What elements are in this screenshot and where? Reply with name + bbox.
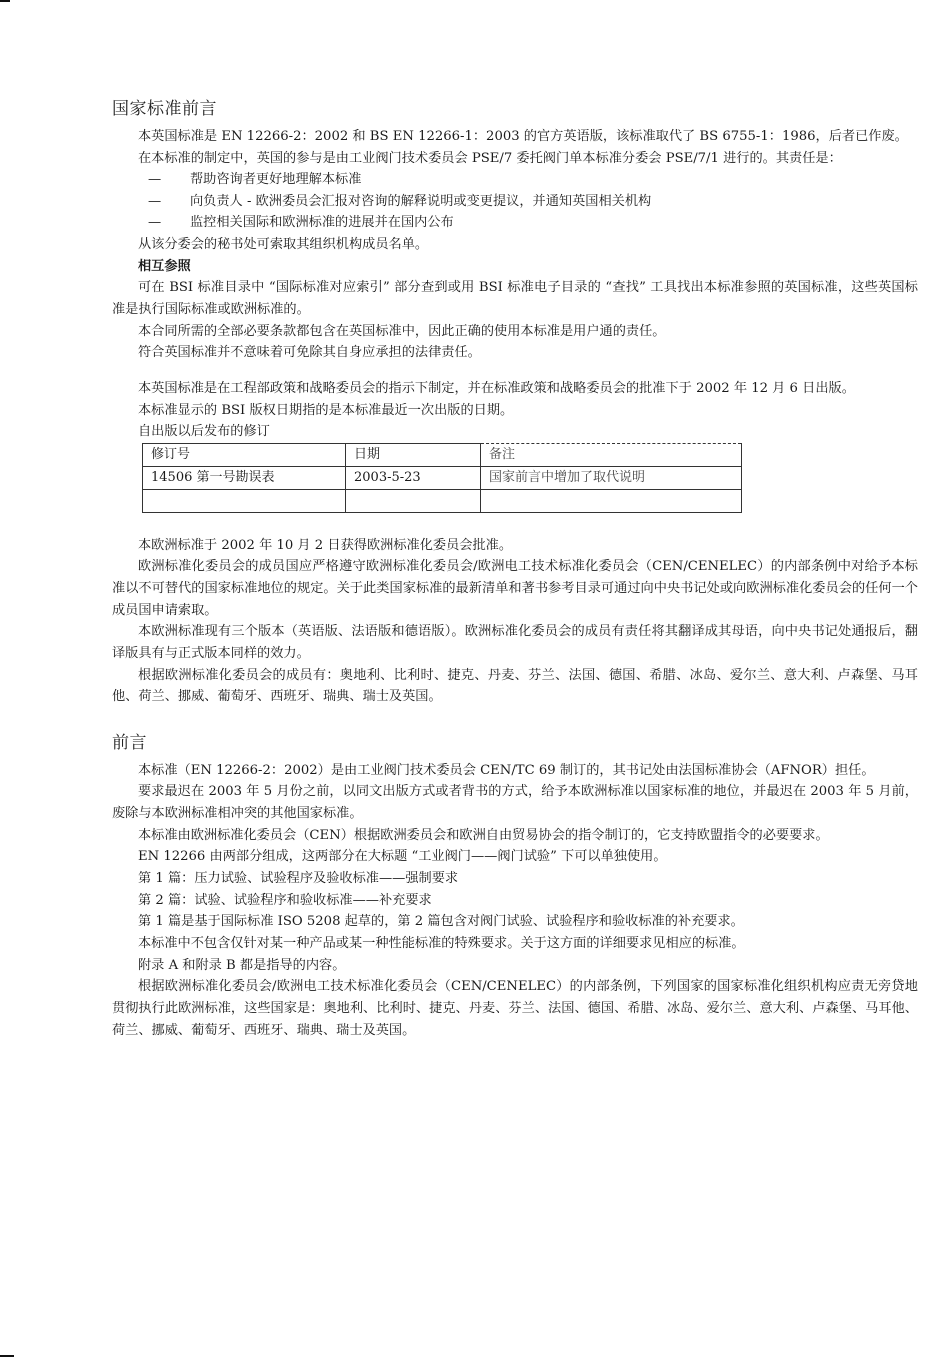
scan-edge-mark	[0, 0, 10, 2]
paragraph: 本标准显示的 BSI 版权日期指的是本标准最近一次出版的日期。	[138, 402, 514, 418]
list-item: — 监控相关国际和欧洲标准的进展并在国内公布	[112, 212, 918, 234]
paragraph: 本英国标准是在工程部政策和战略委员会的指示下制定，并在标准政策和战略委员会的批准下于 2002 年 12 月 6 日出版。	[138, 380, 855, 396]
part-2-title: 第 2 篇：试验、试验程序和验收标准——补充要求	[138, 892, 432, 908]
paragraph: EN 12266 由两部分组成，这两部分在大标题 “工业阀门——阀门试验” 下可以单独使用。	[138, 849, 667, 865]
paragraph: 第 1 篇是基于国际标准 ISO 5208 起草的，第 2 篇包含对阀门试验、试验程序和验收标准的补充要求。	[138, 914, 744, 930]
part-1-title: 第 1 篇：压力试验、试验程序及验收标准——强制要求	[138, 871, 459, 887]
table-cell: 14506 第一号勘误表	[143, 466, 346, 489]
dash-marker: —	[148, 193, 162, 209]
table-cell: 国家前言中增加了取代说明	[481, 466, 742, 489]
paragraph: 本标准中不包含仅针对某一种产品或某一种性能标准的特殊要求。关于这方面的详细要求见相应的标准。	[138, 935, 745, 951]
paragraph: 从该分委会的秘书处可索取其组织机构成员名单。	[138, 237, 429, 253]
paragraph: 在本标准的制定中，英国的参与是由工业阀门技术委员会 PSE/7 委托阀门单本标准分委会 PSE/7/1 进行的。其责任是：	[138, 150, 842, 166]
table-cell	[143, 489, 346, 512]
amendments-table	[142, 443, 742, 513]
paragraph: 附录 A 和附录 B 都是指导的内容。	[138, 957, 346, 973]
paragraph: 符合英国标准并不意味着可免除其自身应承担的法律责任。	[138, 345, 481, 361]
table-row	[143, 466, 742, 489]
paragraph: 本标准由欧洲标准化委员会（CEN）根据欧洲委员会和欧洲自由贸易协会的指令制订的，它支持欧盟指令的必要要求。	[138, 827, 829, 843]
paragraph: 本欧洲标准于 2002 年 10 月 2 日获得欧洲标准化委员会批准。	[138, 537, 513, 553]
dash-marker: —	[148, 172, 162, 188]
cross-reference-heading: 相互参照	[138, 258, 191, 274]
table-header-cell: 备注	[481, 443, 742, 466]
paragraph: 本标准（EN 12266-2：2002）是由工业阀门技术委员会 CEN/TC 69 制订的，其书记处由法国标准协会（AFNOR）担任。	[138, 762, 875, 778]
scan-edge-mark	[0, 1355, 14, 1357]
table-cell	[346, 489, 481, 512]
national-foreword-title: 国家标准前言	[112, 99, 217, 119]
paragraph: 本英国标准是 EN 12266-2：2002 和 BS EN 12266-1：2003 的官方英语版，该标准取代了 BS 6755-1：1986，后者已作废。	[138, 128, 908, 144]
table-row	[143, 489, 742, 512]
amendments-heading: 自出版以后发布的修订	[138, 424, 270, 440]
paragraph: 本欧洲标准现有三个版本（英语版、法语版和德语版）。欧洲标准化委员会的成员有责任将其翻译成其母语，向中央书记处通报后，翻译版具有与正式版本同样的效力。	[112, 624, 918, 662]
table-cell	[481, 489, 742, 512]
list-item: — 帮助咨询者更好地理解本标准	[112, 169, 918, 191]
paragraph: 本合同所需的全部必要条款都包含在英国标准中，因此正确的使用本标准是用户通的责任。	[138, 323, 666, 339]
table-cell: 2003-5-23	[346, 466, 481, 489]
dash-marker: —	[148, 215, 162, 231]
duties-list	[112, 169, 918, 234]
document-page	[112, 96, 918, 1041]
table-header-row	[143, 443, 742, 466]
paragraph: 根据欧洲标准化委员会/欧洲电工技术标准化委员会（CEN/CENELEC）的内部条例，下列国家的国家标准化组织机构应责无旁贷地贯彻执行此欧洲标准，这些国家是：奥地利、比利时、捷克、丹麦、芬兰、法国、德国、希腊、冰岛、爱尔兰、意大利、卢森堡、马耳他、荷兰、挪威、葡萄牙、西班牙、瑞典、瑞士及英国。	[112, 979, 918, 1038]
list-item: — 向负责人 - 欧洲委员会汇报对咨询的解释说明或变更提议，并通知英国相关机构	[112, 191, 918, 213]
paragraph: 欧洲标准化委员会的成员国应严格遵守欧洲标准化委员会/欧洲电工技术标准化委员会（CEN/CENELEC）的内部条例中对给予本标准以不可替代的国家标准地位的规定。关于此类国家标准的最新清单和著书参考目录可通过向中央书记处或向欧洲标准化委员会的任何一个成员国申请索取。	[112, 559, 918, 618]
paragraph: 要求最迟在 2003 年 5 月份之前，以同文出版方式或者背书的方式，给予本欧洲标准以国家标准的地位，并最迟在 2003 年 5 月前，废除与本欧洲标准相冲突的其他国家标准。	[112, 784, 918, 822]
table-header-cell: 日期	[346, 443, 481, 466]
paragraph: 可在 BSI 标准目录中 “国际标准对应索引” 部分查到或用 BSI 标准电子目录的 “查找” 工具找出本标准参照的英国标准，这些英国标准是执行国际标准或欧洲标准的。	[112, 280, 918, 317]
foreword-title: 前言	[112, 732, 147, 753]
table-header-cell: 修订号	[143, 443, 346, 466]
paragraph: 根据欧洲标准化委员会的成员有：奥地利、比利时、捷克、丹麦、芬兰、法国、德国、希腊、冰岛、爱尔兰、意大利、卢森堡、马耳他、荷兰、挪威、葡萄牙、西班牙、瑞典、瑞士及英国。	[112, 667, 918, 705]
